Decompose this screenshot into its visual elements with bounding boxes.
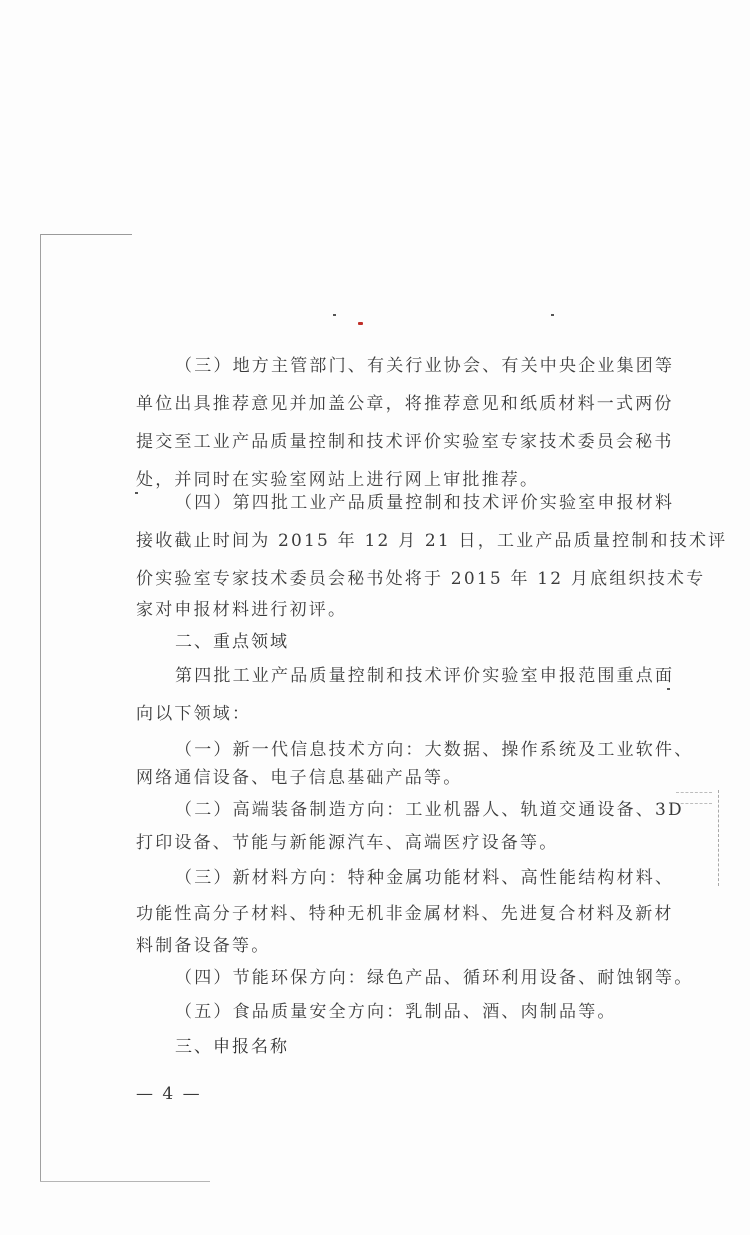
text-line: （三）新材料方向：特种金属功能材料、高性能结构材料、	[175, 868, 675, 888]
text-line: 单位出具推荐意见并加盖公章，将推荐意见和纸质材料一式两份	[136, 394, 674, 414]
scan-border-bottom	[40, 1181, 210, 1182]
text-line: （五）食品质量安全方向：乳制品、酒、肉制品等。	[175, 1002, 617, 1022]
section-heading-key-fields: 二、重点领域	[175, 632, 289, 652]
scan-speck	[135, 492, 138, 494]
text-line: （四）第四批工业产品质量控制和技术评价实验室申报材料	[175, 493, 675, 513]
scan-speck	[667, 688, 670, 690]
text-line: 第四批工业产品质量控制和技术评价实验室申报范围重点面	[175, 666, 675, 686]
text-line: 接收截止时间为 2015 年 12 月 21 日，工业产品质量控制和技术评	[136, 531, 728, 551]
text-line: （三）地方主管部门、有关行业协会、有关中央企业集团等	[175, 356, 675, 376]
text-line: （二）高端装备制造方向：工业机器人、轨道交通设备、3D	[175, 800, 684, 820]
scan-speck-red	[358, 322, 363, 325]
text-line: 提交至工业产品质量控制和技术评价实验室专家技术委员会秘书	[136, 432, 674, 452]
scan-border-top	[40, 234, 132, 235]
section-heading-application-name: 三、申报名称	[175, 1037, 289, 1057]
text-line: 家对申报材料进行初评。	[136, 600, 348, 620]
page-number: — 4 —	[136, 1084, 202, 1104]
text-line: 向以下领域：	[136, 704, 252, 724]
text-line: （四）节能环保方向：绿色产品、循环利用设备、耐蚀钢等。	[175, 968, 694, 988]
text-line: 处，并同时在实验室网站上进行网上审批推荐。	[136, 470, 540, 490]
text-line: 料制备设备等。	[136, 936, 271, 956]
scan-border-left	[40, 234, 41, 1182]
text-line: 网络通信设备、电子信息基础产品等。	[136, 768, 463, 788]
scan-speck	[551, 314, 554, 316]
text-line: （一）新一代信息技术方向：大数据、操作系统及工业软件、	[175, 740, 694, 760]
scan-speck	[333, 314, 336, 316]
text-line: 功能性高分子材料、特种无机非金属材料、先进复合材料及新材	[136, 904, 674, 924]
scan-margin-mark	[712, 790, 719, 886]
text-line: 打印设备、节能与新能源汽车、高端医疗设备等。	[136, 833, 559, 853]
text-line: 价实验室专家技术委员会秘书处将于 2015 年 12 月底组织技术专	[136, 569, 706, 589]
